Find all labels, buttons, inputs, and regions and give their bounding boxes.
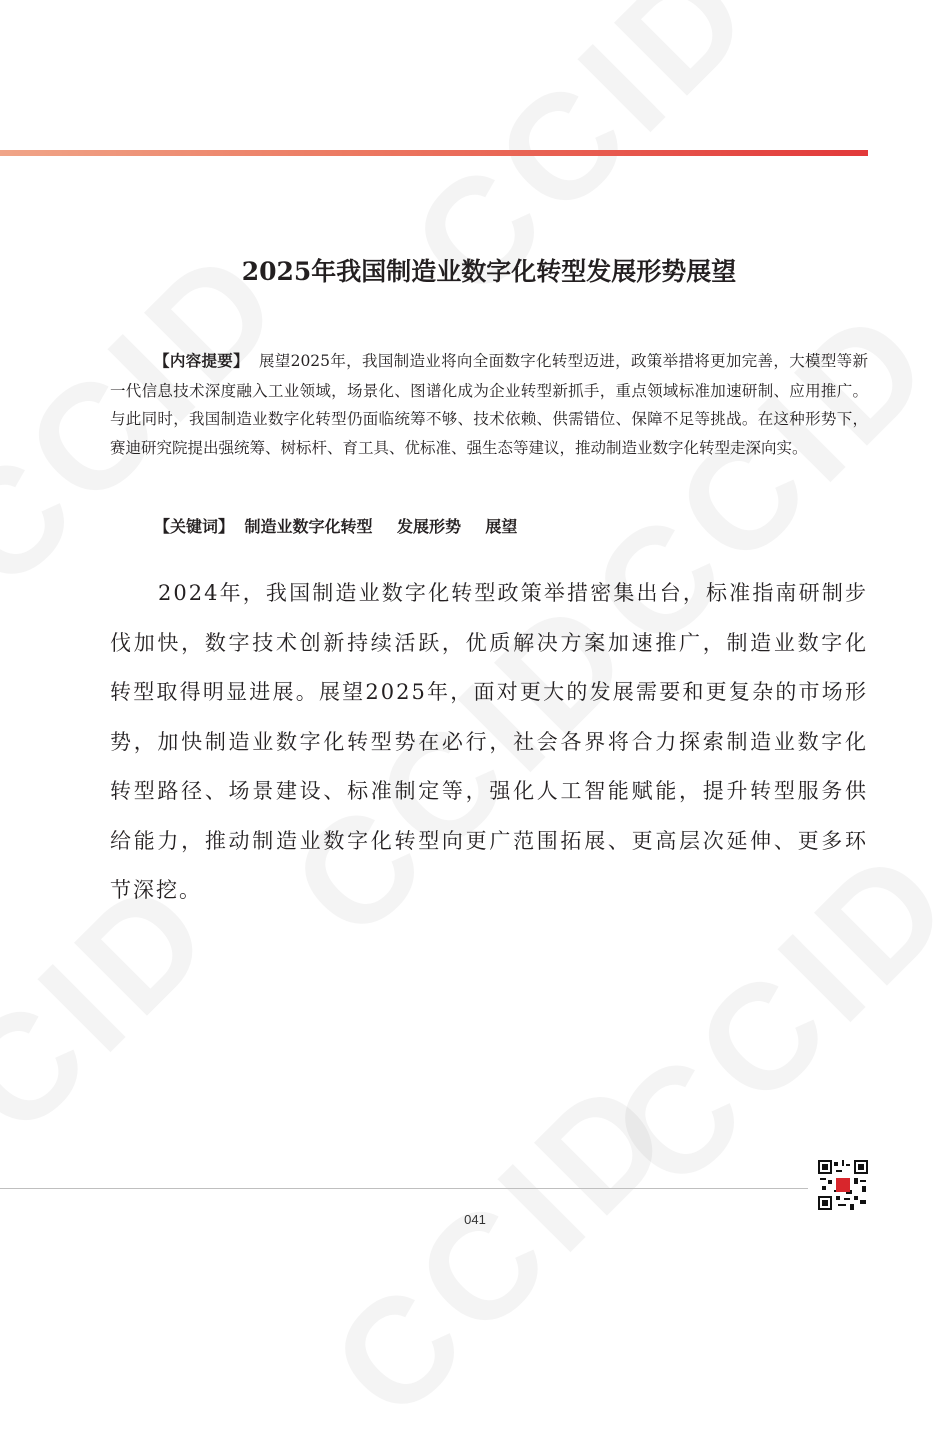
- keywords-label: 【关键词】: [154, 519, 235, 536]
- header-rule: [0, 150, 868, 156]
- keywords: [154, 514, 868, 542]
- keyword: 展望: [485, 519, 518, 536]
- keyword: 制造业数字化转型: [244, 519, 373, 536]
- page-title: 2025年我国制造业数字化转型发展形势展望: [241, 257, 737, 286]
- keyword: 发展形势: [396, 519, 461, 536]
- abstract: [110, 347, 868, 462]
- footer-rule: [0, 1188, 808, 1189]
- qr-code-icon: [818, 1160, 868, 1210]
- body-paragraph: 2024年，我国制造业数字化转型政策举措密集出台，标准指南研制步伐加快，数字技术创新持续活跃，优质解决方案加速推广，制造业数字化转型取得明显进展。展望2025年，面对更大的发展需要和更复杂的市场形势，加快制造业数字化转型势在必行，社会各界将合力探索制造业数字化转型路径、场景建设、标准制定等，强化人工智能赋能，提升转型服务供给能力，推动制造业数字化转型向更广范围拓展、更高层次延伸、更多环节深挖。: [110, 581, 868, 902]
- abstract-label: 【内容提要】: [154, 353, 249, 370]
- page-number: 041: [464, 1212, 486, 1227]
- watermark: [298, 1042, 708, 1451]
- abstract-text: 展望2025年，我国制造业将向全面数字化转型迈进，政策举措将更加完善，大模型等新一代信息技术深度融入工业领域，场景化、图谱化成为企业转型新抓手，重点领域标准加速研制、应用推广。与此同时，我国制造业数字化转型仍面临统筹不够、技术依赖、供需错位、保障不足等挑战。在这种形势下，赛迪研究院提出强统筹、树标杆、育工具、优标准、强生态等建议，推动制造业数字化转型走深向实。: [110, 352, 868, 457]
